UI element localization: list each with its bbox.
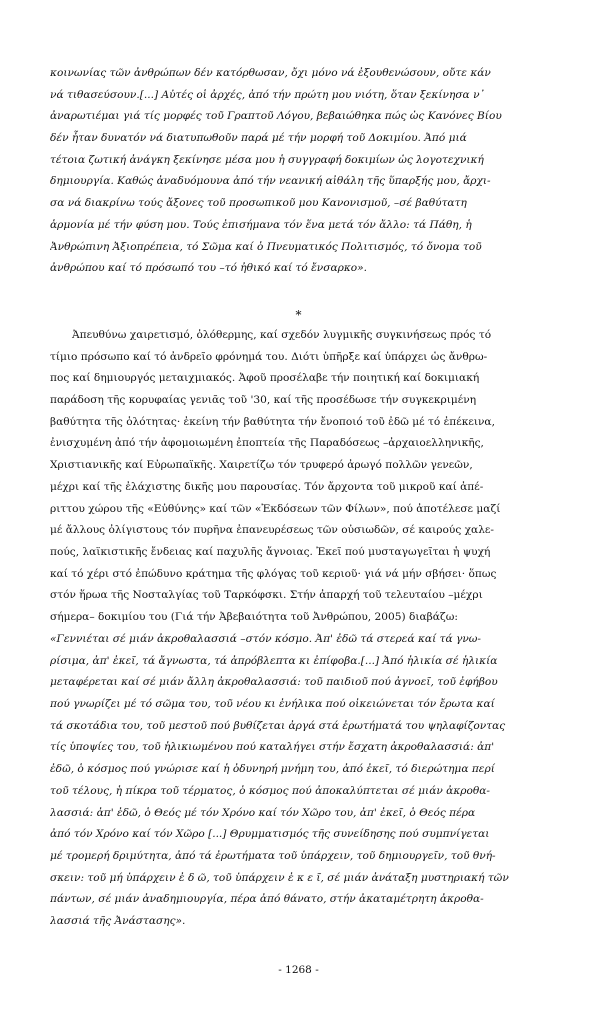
text-line: μεταφέρεται καί σέ μιάν ἄλλη ἀκροθαλασσιά: τοῦ παιδιοῦ πού ἀγνοεῖ, τοῦ ἐφήβου xyxy=(50,676,498,689)
text-line: ρίσιμα, ἀπ' ἐκεῖ, τά ἄγνωστα, τά ἀπρόβλεπτα κι ἐπίφοβα.[...] Ἀπό ἡλικία σέ ἡλικία xyxy=(50,654,498,667)
text-line: σήμερα– δοκιμίου του (Γιά τήν Ἀβεβαιότητα τοῦ Ἀνθρώπου, 2005) διαβάζω: xyxy=(50,610,458,623)
text-line: τίμιο πρόσωπο καί τό ἀνδρεῖο φρόνημά του. Διότι ὑπῆρξε καί ὑπάρχει ὡς ἄνθρω- xyxy=(50,350,488,363)
text-line: ριττου χώρου τῆς «Εὐθύνης» καί τῶν «Ἐκδόσεων τῶν Φίλων», πού ἀποτέλεσε μαζί xyxy=(50,502,501,515)
text-line: βαθύτητα τῆς ὁλότητας· ἐκείνη τήν βαθύτητα τήν ἔνοποιό τοῦ ἐδῶ μέ τό ἐπέκεινα, xyxy=(50,415,495,428)
text-line: πάντων, σέ μιάν ἀναδημιουργία, πέρα ἀπό θάνατο, στήν ἀκαταμέτρητη ἀκροθα- xyxy=(50,893,484,906)
text-line: καί τό χέρι στό ἐπώδυνο κράτημα τῆς φλόγας τοῦ κεριοῦ· γιά νά μήν σβήσει· ὅπως xyxy=(50,567,497,580)
text-line: τέτοια ζωτική ἀνάγκη ξεκίνησε μέσα μου ἡ συγγραφή δοκιμίων ὡς λογοτεχνική xyxy=(50,153,484,166)
quoted-essay-excerpt xyxy=(50,629,552,933)
text-line: νά τιθασεύσουν.[...] Αὐτές οἱ ἀρχές, ἀπό τήν πρώτη μου νιότη, ὅταν ξεκίνησα ν᾽ xyxy=(50,88,485,101)
text-line: σα νά διακρίνω τούς ἄξονες τοῦ προσωπικοῦ μου Κανονισμοῦ, –σέ βαθύτατη xyxy=(50,197,467,210)
text-line: τίς ὑποψίες του, τοῦ ἡλικιωμένου πού καταλήγει στήν ἔσχατη ἀκροθαλασσιά: ἀπ' xyxy=(50,741,495,754)
text-line: ἀπό τόν Χρόνο καί τόν Χῶρο [...] Θρυμματισμός τῆς συνείδησης πού συμπνίγεται xyxy=(50,828,490,841)
text-line: τά σκοτάδια του, τοῦ μεστοῦ πού βυθίζεται ἀργά στά ἐρωτήματά του ψηλαφίζοντας xyxy=(50,719,506,732)
top-quote-paragraph xyxy=(50,63,552,280)
text-line: μέ τρομερή δριμύτητα, ἀπό τά ἐρωτήματα τοῦ ὑπάρχειν, τοῦ δημιουργεῖν, τοῦ θνή- xyxy=(50,849,496,862)
text-line: σκειν: τοῦ μή ὑπάρχειν ἐ δ ῶ, τοῦ ὑπάρχειν ἐ κ ε ῖ, σέ μιάν ἀνάταξη μυστηριακή τῶν xyxy=(50,871,509,884)
text-line: μέ ἄλλους ὀλίγιστους τόν πυρῆνα ἐπανευρέσεως τῶν οὐσιωδῶν, σέ καιρούς χαλε- xyxy=(50,524,494,537)
text-line: λασσιά τῆς Ἀνάστασης». xyxy=(50,914,186,927)
section-separator: * xyxy=(295,308,302,322)
text-line: ἐδῶ, ὁ κόσμος πού γνώρισε καί ἡ ὀδυνηρή μνήμη του, ἀπό ἐκεῖ, τό διερώτημα περί xyxy=(50,763,495,776)
text-line: Ἀνθρώπινη Ἀξιοπρέπεια, τό Σῶμα καί ὁ Πνευματικός Πολιτισμός, τό ὄνομα τοῦ xyxy=(50,240,482,253)
text-line: μέχρι καί τῆς ἐλάχιστης δικῆς μου παρουσίας. Τόν ἄρχοντα τοῦ μικροῦ καί ἀπέ- xyxy=(50,480,484,493)
text-line: λασσιά: ἀπ' ἐδῶ, ὁ Θεός μέ τόν Χρόνο καί τόν Χῶρο του, ἀπ' ἐκεῖ, ὁ Θεός πέρα xyxy=(50,806,476,819)
text-line: παράδοση τῆς κορυφαίας γενιᾶς τοῦ '30, καί τῆς προσέδωσε τήν συγκεκριμένη xyxy=(50,394,477,407)
text-line: στόν ἥρωα τῆς Νοσταλγίας τοῦ Ταρκόφσκι. Στήν ἀπαρχή τοῦ τελευταίου –μέχρι xyxy=(50,589,483,602)
text-line: ἐνισχυμένη ἀπό τήν ἀφομοιωμένη ἐποπτεία τῆς Παραδόσεως –ἀρχαιοελληνικῆς, xyxy=(50,437,484,450)
main-paragraph xyxy=(50,325,552,629)
text-line: πούς, λαϊκιστικῆς ἔνδειας καί παχυλῆς ἄγνοιας. Ἐκεῖ πού μυσταγωγεῖται ἡ ψυχή xyxy=(50,545,491,558)
text-line: τοῦ τέλους, ἡ πίκρα τοῦ τέρματος, ὁ κόσμος πού ἀποκαλύπτεται σέ μιάν ἀκροθα- xyxy=(50,784,490,797)
text-line: ἀνθρώπου καί τό πρόσωπό του –τό ἠθικό καί τό ἔνσαρκο». xyxy=(50,262,368,275)
text-line: δημιουργία. Καθώς ἀναδυόμουνα ἀπό τήν νεανική αἰθάλη τῆς ὕπαρξής μου, ἄρχι- xyxy=(50,175,491,188)
text-line: πού γνωρίζει μέ τό σῶμα του, τοῦ νέου κι ἐνήλικα πού οἰκειώνεται τόν ἔρωτα καί xyxy=(50,698,495,711)
text-line: Ἀπευθύνω χαιρετισμό, ὁλόθερμης, καί σχεδόν λυγμικῆς συγκινήσεως πρός τό xyxy=(72,329,492,341)
text-line: Χριστιανικῆς καί Εὐρωπαϊκῆς. Χαιρετίζω τόν τρυφερό ἀρωγό πολλῶν γενεῶν, xyxy=(50,459,473,472)
text-line: κοινωνίας τῶν ἀνθρώπων δέν κατόρθωσαν, ὄχι μόνο νά ἐξουθενώσουν, οὔτε κάν xyxy=(50,67,491,79)
text-line: «Γεννιέται σέ μιάν ἀκροθαλασσιά –στόν κόσμο. Ἀπ' ἐδῶ τά στερεά καί τά γνω- xyxy=(50,633,481,645)
text-line: πος καί δημιουργός μεταιχμιακός. Ἀφοῦ προσέλαβε τήν ποιητική καί δοκιμιακή xyxy=(50,372,480,385)
text-line: δέν ἦταν δυνατόν νά διατυπωθοῦν παρά μέ τήν μορφή τοῦ Δοκιμίου. Ἀπό μιά xyxy=(50,132,467,145)
text-line: ἁρμονία μέ τήν φύση μου. Τούς ἐπισήμανα τόν ἕνα μετά τόν ἄλλο: τά Πάθη, ἡ xyxy=(50,218,472,231)
text-line: ἀναρωτιέμαι γιά τίς μορφές τοῦ Γραπτοῦ Λόγου, βεβαιώθηκα πώς ὡς Κανόνες Βίου xyxy=(50,110,502,123)
page-number: - 1268 - xyxy=(278,964,319,976)
